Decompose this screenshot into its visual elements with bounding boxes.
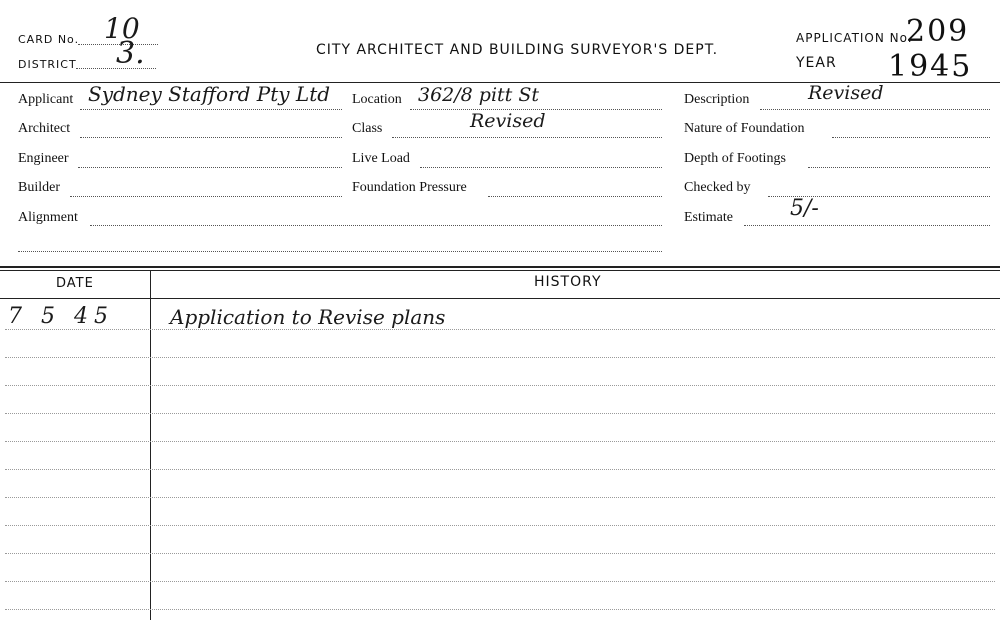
location-label: Location bbox=[352, 92, 402, 107]
architect-label: Architect bbox=[18, 121, 71, 136]
applicant-label: Applicant bbox=[18, 92, 74, 107]
live-load-label: Live Load bbox=[352, 151, 410, 166]
date-column-divider bbox=[150, 270, 151, 620]
live-load-line bbox=[420, 167, 662, 168]
ruled-line bbox=[5, 553, 995, 554]
description-label: Description bbox=[684, 92, 750, 107]
engineer-label: Engineer bbox=[18, 151, 69, 166]
alignment-line-2 bbox=[18, 251, 662, 252]
nature-of-foundation-line bbox=[832, 137, 990, 138]
alignment-label: Alignment bbox=[18, 210, 78, 225]
ruled-line bbox=[5, 441, 995, 442]
card-no-label: CARD No. bbox=[18, 33, 80, 46]
card-no-value: 10 bbox=[104, 12, 140, 45]
ruled-line bbox=[5, 581, 995, 582]
depth-of-footings-line bbox=[808, 167, 990, 168]
history-entry-date: 7 5 45 bbox=[8, 304, 114, 329]
class-value: Revised bbox=[470, 110, 546, 132]
architect-line bbox=[80, 137, 342, 138]
estimate-label: Estimate bbox=[684, 210, 733, 225]
description-line bbox=[760, 109, 990, 110]
ruled-line bbox=[5, 329, 995, 330]
ruled-line bbox=[5, 525, 995, 526]
year-label: YEAR bbox=[796, 55, 837, 71]
date-column-header: DATE bbox=[56, 276, 94, 291]
class-line bbox=[392, 137, 662, 138]
district-label: DISTRICT bbox=[18, 58, 77, 71]
depth-of-footings-label: Depth of Footings bbox=[684, 151, 786, 166]
class-label: Class bbox=[352, 121, 383, 136]
builder-line bbox=[70, 196, 342, 197]
applicant-line bbox=[80, 109, 342, 110]
engineer-line bbox=[78, 167, 342, 168]
alignment-line bbox=[90, 225, 662, 226]
estimate-value: 5/- bbox=[790, 196, 819, 221]
history-entry-text: Application to Revise plans bbox=[170, 305, 446, 329]
location-value: 362/8 pitt St bbox=[418, 84, 539, 106]
application-number: 209 bbox=[906, 14, 970, 49]
estimate-line bbox=[744, 225, 990, 226]
foundation-pressure-label: Foundation Pressure bbox=[352, 180, 467, 195]
ruled-line bbox=[5, 385, 995, 386]
description-value: Revised bbox=[808, 82, 884, 104]
year-value: 1945 bbox=[888, 49, 973, 84]
nature-of-foundation-label: Nature of Foundation bbox=[684, 121, 805, 136]
ruled-line bbox=[5, 609, 995, 610]
district-value: 3. bbox=[116, 36, 145, 71]
ruled-line bbox=[5, 357, 995, 358]
ruled-line bbox=[5, 497, 995, 498]
card-title: CITY ARCHITECT AND BUILDING SURVEYOR'S DEPT. bbox=[316, 42, 719, 58]
ruled-line bbox=[5, 413, 995, 414]
builder-label: Builder bbox=[18, 180, 60, 195]
history-column-header: HISTORY bbox=[534, 274, 602, 290]
applicant-value: Sydney Stafford Pty Ltd bbox=[88, 82, 331, 106]
ruled-line bbox=[5, 469, 995, 470]
application-label: APPLICATION No. bbox=[796, 31, 913, 45]
history-top-rule bbox=[0, 266, 1000, 268]
checked-by-label: Checked by bbox=[684, 180, 751, 195]
foundation-pressure-line bbox=[488, 196, 662, 197]
